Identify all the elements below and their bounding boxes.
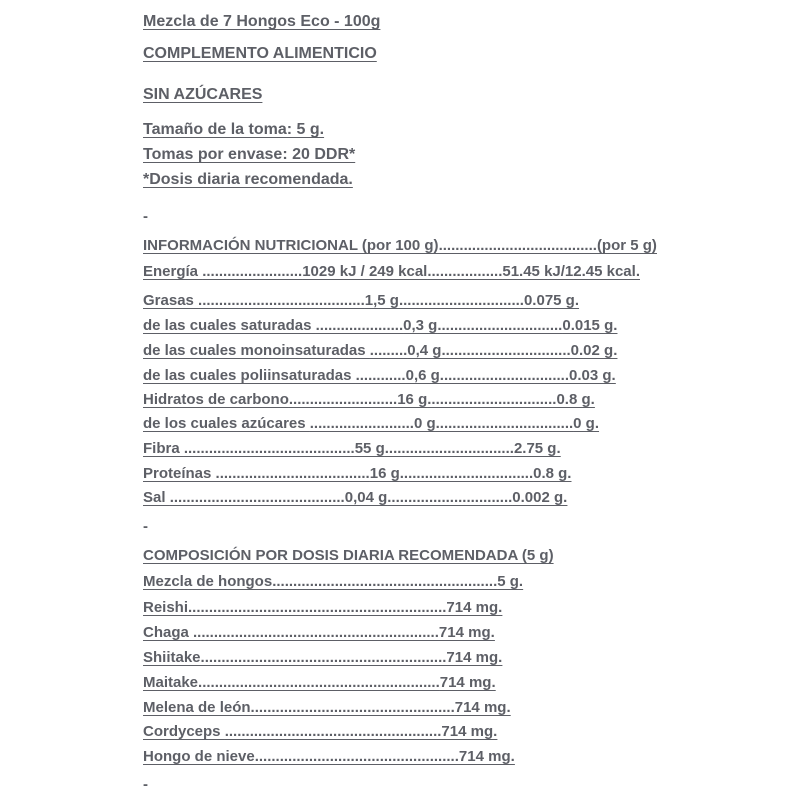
ingredient-amount: 714 mg. bbox=[439, 674, 496, 691]
separator-dash: - bbox=[143, 776, 148, 793]
composition-row-shiitake bbox=[143, 648, 780, 667]
ingredient-label: Melena de león bbox=[143, 699, 251, 716]
leader-dots: ..................................... bbox=[215, 465, 370, 482]
composition-row-cordyceps bbox=[143, 722, 780, 741]
separator-dash: - bbox=[143, 518, 148, 535]
leader-dots: ............ bbox=[355, 367, 406, 384]
nutrition-header-label: INFORMACIÓN NUTRICIONAL (por 100 g) bbox=[143, 237, 439, 254]
value-per-5g: 0.015 g. bbox=[562, 317, 618, 334]
nutrient-label: de los cuales azúcares bbox=[143, 415, 310, 432]
value-per-5g: 0 g. bbox=[573, 415, 600, 432]
nutrition-row-azucares bbox=[143, 414, 780, 433]
value-per-100g: 0,3 g bbox=[403, 317, 438, 334]
nutrition-row-monoinsaturadas bbox=[143, 341, 780, 360]
leader-dots: ................................................. bbox=[250, 699, 455, 716]
leader-dots: ......................................... bbox=[183, 440, 355, 457]
value-per-5g: 0.002 g. bbox=[512, 489, 568, 506]
claim-sin-azucares: SIN AZÚCARES bbox=[143, 86, 263, 103]
serving-size-line: Tamaño de la toma: 5 g. bbox=[143, 121, 325, 138]
value-per-5g: 51.45 kJ/12.45 kcal. bbox=[502, 263, 640, 280]
value-per-100g: 0,4 g bbox=[407, 342, 442, 359]
nutrient-label: de las cuales poliinsaturadas bbox=[143, 367, 356, 384]
leader-dots: ........................ bbox=[202, 263, 303, 280]
nutrition-header-row bbox=[143, 236, 780, 255]
composition-row-melena bbox=[143, 698, 780, 717]
nutrition-row-saturadas bbox=[143, 316, 780, 335]
nutrition-row-hidratos bbox=[143, 390, 780, 409]
nutrient-label: de las cuales monoinsaturadas bbox=[143, 342, 370, 359]
value-per-100g: 16 g bbox=[397, 391, 428, 408]
leader-dots: ............................... bbox=[384, 440, 514, 457]
nutrient-label: Energía bbox=[143, 263, 203, 280]
composition-header: COMPOSICIÓN POR DOSIS DIARIA RECOMENDADA (5 g) bbox=[143, 547, 554, 564]
leader-dots: .................................................... bbox=[224, 723, 442, 740]
leader-dots: ............................... bbox=[439, 367, 569, 384]
nutrient-label: Proteínas bbox=[143, 465, 216, 482]
ingredient-amount: 714 mg. bbox=[458, 748, 515, 765]
leader-dots: .................. bbox=[427, 263, 503, 280]
separator-dash: - bbox=[143, 208, 148, 225]
leader-dots: .......................................................... bbox=[198, 674, 440, 691]
ingredient-label: Maitake bbox=[143, 674, 199, 691]
ingredient-label: Mezcla de hongos bbox=[143, 573, 273, 590]
leader-dots: ...................................... bbox=[438, 237, 597, 254]
value-per-100g: 0,6 g bbox=[405, 367, 440, 384]
ingredient-amount: 714 mg. bbox=[441, 723, 498, 740]
leader-dots: ........................................ bbox=[198, 292, 365, 309]
nutrient-label: Grasas bbox=[143, 292, 199, 309]
ingredient-amount: 714 mg. bbox=[446, 649, 503, 666]
value-per-100g: 1029 kJ / 249 kcal bbox=[302, 263, 428, 280]
leader-dots: ...................................................... bbox=[272, 573, 498, 590]
nutrient-label: Sal bbox=[143, 489, 170, 506]
value-per-5g: 0.02 g. bbox=[570, 342, 618, 359]
nutrition-row-grasas bbox=[143, 291, 780, 310]
leader-dots: ............................... bbox=[427, 391, 557, 408]
leader-dots: ........................................................... bbox=[193, 624, 439, 641]
nutrition-row-sal bbox=[143, 488, 780, 507]
servings-per-container-line: Tomas por envase: 20 DDR* bbox=[143, 146, 356, 163]
composition-row-maitake bbox=[143, 673, 780, 692]
leader-dots: .............................. bbox=[387, 489, 513, 506]
ingredient-amount: 714 mg. bbox=[438, 624, 495, 641]
ingredient-amount: 714 mg. bbox=[446, 599, 503, 616]
ingredient-label: Reishi bbox=[143, 599, 189, 616]
value-per-100g: 1,5 g bbox=[364, 292, 399, 309]
leader-dots: ............................... bbox=[441, 342, 571, 359]
composition-row-chaga bbox=[143, 623, 780, 642]
ingredient-amount: 5 g. bbox=[497, 573, 524, 590]
nutrition-row-energia bbox=[143, 262, 780, 281]
composition-row-mezcla bbox=[143, 572, 780, 591]
value-per-5g: 0.8 g. bbox=[533, 465, 572, 482]
leader-dots: .......................................... bbox=[169, 489, 345, 506]
leader-dots: ................................................. bbox=[254, 748, 459, 765]
leader-dots: ......................... bbox=[309, 415, 414, 432]
ingredient-amount: 714 mg. bbox=[454, 699, 511, 716]
leader-dots: ................................ bbox=[399, 465, 534, 482]
nutrition-header-right: (por 5 g) bbox=[596, 237, 657, 254]
value-per-100g: 55 g bbox=[354, 440, 385, 457]
ingredient-label: Cordyceps bbox=[143, 723, 225, 740]
leader-dots: .............................. bbox=[437, 317, 563, 334]
daily-dose-footnote-line: *Dosis diaria recomendada. bbox=[143, 171, 353, 188]
nutrient-label: Hidratos de carbono bbox=[143, 391, 289, 408]
value-per-5g: 0.8 g. bbox=[556, 391, 595, 408]
nutrient-label: Fibra bbox=[143, 440, 184, 457]
composition-row-reishi bbox=[143, 598, 780, 617]
nutrient-label: de las cuales saturadas bbox=[143, 317, 316, 334]
leader-dots: ........................................................... bbox=[200, 649, 447, 666]
ingredient-label: Shiitake bbox=[143, 649, 201, 666]
leader-dots: .............................................................. bbox=[188, 599, 447, 616]
leader-dots: ................................. bbox=[435, 415, 574, 432]
nutrition-row-poliinsaturadas bbox=[143, 366, 780, 385]
leader-dots: .............................. bbox=[398, 292, 524, 309]
ingredient-label: Hongo de nieve bbox=[143, 748, 255, 765]
nutrition-row-fibra bbox=[143, 439, 780, 458]
leader-dots: .......................... bbox=[288, 391, 398, 408]
value-per-5g: 0.03 g. bbox=[569, 367, 616, 384]
nutrition-row-proteinas bbox=[143, 464, 780, 483]
product-subtitle: COMPLEMENTO ALIMENTICIO bbox=[143, 45, 377, 62]
leader-dots: ......... bbox=[369, 342, 408, 359]
value-per-100g: 0 g bbox=[413, 415, 436, 432]
value-per-5g: 0.075 g. bbox=[523, 292, 580, 309]
value-per-100g: 0,04 g bbox=[344, 489, 388, 506]
value-per-5g: 2.75 g. bbox=[513, 440, 561, 457]
ingredient-label: Chaga bbox=[143, 624, 194, 641]
value-per-100g: 16 g bbox=[369, 465, 400, 482]
composition-row-hongo-nieve bbox=[143, 747, 780, 766]
leader-dots: ..................... bbox=[315, 317, 404, 334]
product-title: Mezcla de 7 Hongos Eco - 100g bbox=[143, 13, 381, 30]
